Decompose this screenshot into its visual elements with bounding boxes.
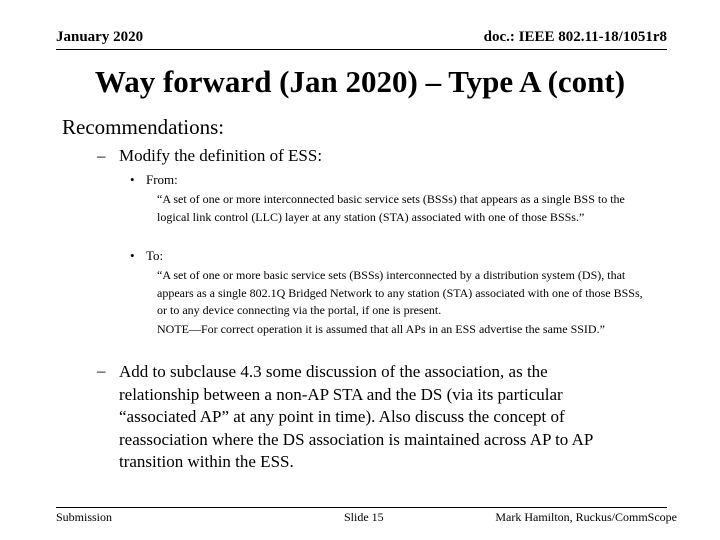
item-text: Modify the definition of ESS:: [119, 146, 323, 165]
to-label: To:: [146, 248, 164, 263]
slide-title: Way forward (Jan 2020) – Type A (cont): [94, 64, 626, 99]
bullet-icon: •: [130, 172, 135, 187]
footer-submission: Submission: [56, 510, 113, 524]
item-text-line: “associated AP” at any point in time). Also discuss the concept of: [119, 407, 565, 426]
header-divider: [56, 49, 667, 50]
header-doc-id: doc.: IEEE 802.11-18/1051r8: [483, 29, 667, 45]
item-dash: –: [97, 361, 106, 380]
from-label: From:: [146, 172, 178, 187]
item-text-line: Add to subclause 4.3 some discussion of the association, as the: [119, 362, 548, 381]
item-text-line: reassociation where the DS association is maintained across AP to AP: [119, 429, 594, 449]
footer-slide-number: Slide 15: [344, 510, 384, 524]
from-definition: “A set of one or more interconnected basic service sets (BSSs) that appears as a single BSS to the logical link control (LLC) layer at any station (STA) associated with one of those BSSs.”: [157, 192, 625, 224]
to-definition: “A set of one or more basic service sets (BSSs) interconnected by a distribution system (DS), that appears as a single 802.1Q Bridged Network to any station (STA) associated with one of those BSSs, or to any device connecting via the portal, if one is present.: [157, 268, 643, 317]
header-date: January 2020: [56, 29, 144, 45]
item-text-line: relationship between a non-AP STA and the DS (via its particular: [119, 384, 563, 404]
item-text: [119, 361, 659, 474]
recommendations-heading: Recommendations:: [62, 115, 225, 139]
item-dash: –: [97, 146, 106, 165]
footer-author: Mark Hamilton, Ruckus/CommScope: [495, 510, 677, 524]
bullet-icon: •: [130, 248, 135, 263]
footer-divider: [56, 507, 667, 508]
to-note: NOTE—For correct operation it is assumed that all APs in an ESS advertise the same SSID.”: [157, 322, 605, 336]
item-text-line: transition within the ESS.: [119, 452, 294, 471]
